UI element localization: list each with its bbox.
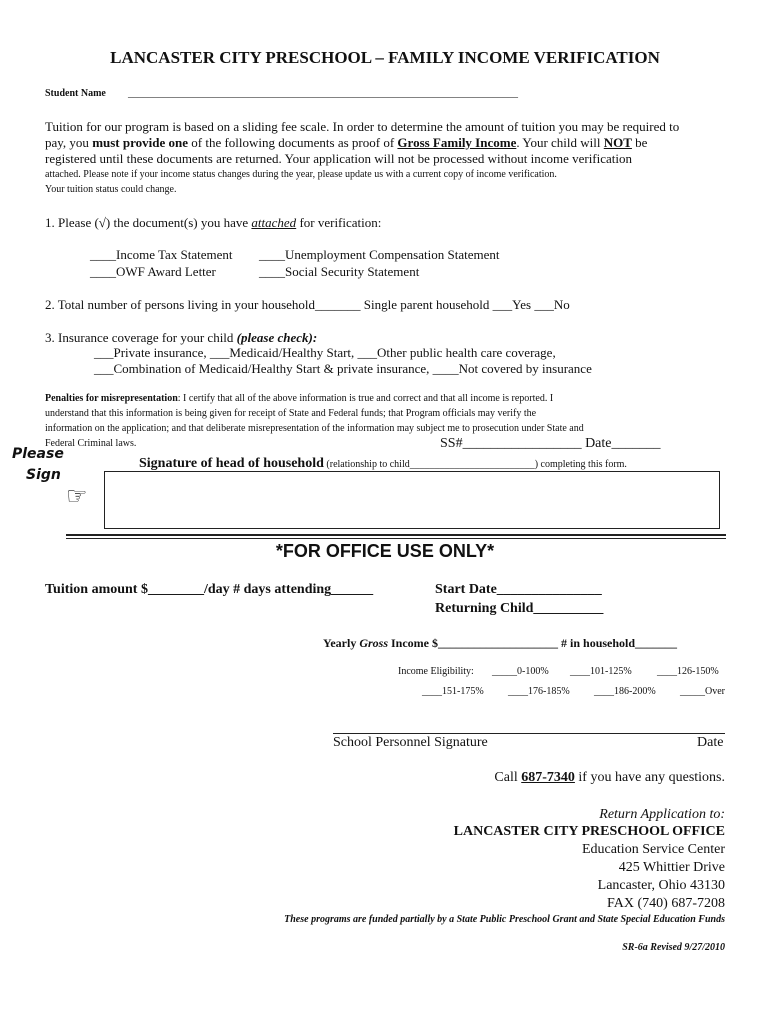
ss-date-line[interactable]: SS#_________________ Date_______ [440,436,661,451]
tuition-line[interactable]: Tuition amount $________/day # days attending______ [45,582,374,597]
pointing-hand-icon: ☞ [66,482,88,510]
penalties-line-4: Federal Criminal laws. [45,438,137,449]
elig-126-150[interactable]: ____126-150% [657,666,719,677]
penalties-line-2: understand that this information is being given for receipt of State and Federal funds; that Program officials may verify the [45,408,537,419]
signature-box[interactable] [104,471,720,529]
student-name-field[interactable]: ______________________________________________________________________________ [128,88,518,99]
elig-151-175[interactable]: ____151-175% [422,686,484,697]
revision-note: SR-6a Revised 9/27/2010 [622,942,725,953]
call-line: Call 687-7340 if you have any questions. [494,770,725,785]
option-income-tax[interactable]: ____Income Tax Statement [90,247,233,262]
intro-line-4: attached. Please note if your income status changes during the year, please update us with a current copy of income verification. [45,169,557,180]
penalties-line-3: information on the application; and that deliberate misrepresentation of the information may subject me to prosecution under State and [45,423,584,434]
start-date-line[interactable]: Start Date_______________ [435,582,602,597]
return-street: 425 Whittier Drive [618,860,725,875]
insurance-options-2[interactable]: ___Combination of Medicaid/Healthy Start & private insurance, ____Not covered by insurance [94,361,592,376]
elig-176-185[interactable]: ____176-185% [508,686,570,697]
personnel-date-label: Date [697,735,724,750]
penalties-line-1: Penalties for misrepresentation: I certify that all of the above information is true and correct and that all income is reported. I [45,393,554,404]
funding-note: These programs are funded partially by a State Public Preschool Grant and State Special Education Funds [284,914,725,925]
question-2: 2. Total number of persons living in your household_______ Single parent household ___Yes ___No [45,297,570,312]
option-social-security[interactable]: ____Social Security Statement [259,264,420,279]
insurance-options-1[interactable]: ___Private insurance, ___Medicaid/Healthy Start, ___Other public health care coverage, [94,345,556,360]
personnel-signature-line[interactable] [333,733,725,734]
return-fax: FAX (740) 687-7208 [607,896,725,911]
return-office: LANCASTER CITY PRESCHOOL OFFICE [453,824,725,839]
intro-line-2: pay, you must provide one of the following documents as proof of Gross Family Income. Your child will NOT be [45,135,648,150]
elig-101-125[interactable]: ____101-125% [570,666,632,677]
form-title: LANCASTER CITY PRESCHOOL – FAMILY INCOME VERIFICATION [110,48,660,67]
divider-thin [66,538,726,539]
divider-thick [66,534,726,536]
yearly-income-line[interactable]: Yearly Gross Income $____________________ # in household_______ [323,636,678,650]
question-3: 3. Insurance coverage for your child (please check): [45,330,318,345]
option-owf-award[interactable]: ____OWF Award Letter [90,264,216,279]
return-center: Education Service Center [581,842,725,857]
question-1: 1. Please (√) the document(s) you have attached for verification: [45,215,382,230]
elig-0-100[interactable]: _____0-100% [492,666,549,677]
sign-label: Sign [26,467,61,483]
elig-over[interactable]: _____Over [680,686,725,697]
returning-child-line[interactable]: Returning Child__________ [435,601,604,616]
return-label: Return Application to: [599,807,725,822]
student-name-label: Student Name [45,88,106,99]
intro-line-1: Tuition for our program is based on a sliding fee scale. In order to determine the amount of tuition you may be required to [45,119,680,134]
signature-label-line: Signature of head of household (relationship to child_________________________) completing this form. [139,456,627,471]
option-unemployment[interactable]: ____Unemployment Compensation Statement [259,247,500,262]
income-eligibility-label: Income Eligibility: [398,666,474,677]
intro-line-5: Your tuition status could change. [45,184,177,195]
please-label: Please [12,446,64,462]
personnel-signature-label: School Personnel Signature [333,735,488,750]
elig-186-200[interactable]: ____186-200% [594,686,656,697]
office-use-heading: *FOR OFFICE USE ONLY* [275,541,495,561]
intro-line-3: registered until these documents are returned. Your application will not be processed without income verification [45,151,633,166]
return-city: Lancaster, Ohio 43130 [597,878,725,893]
